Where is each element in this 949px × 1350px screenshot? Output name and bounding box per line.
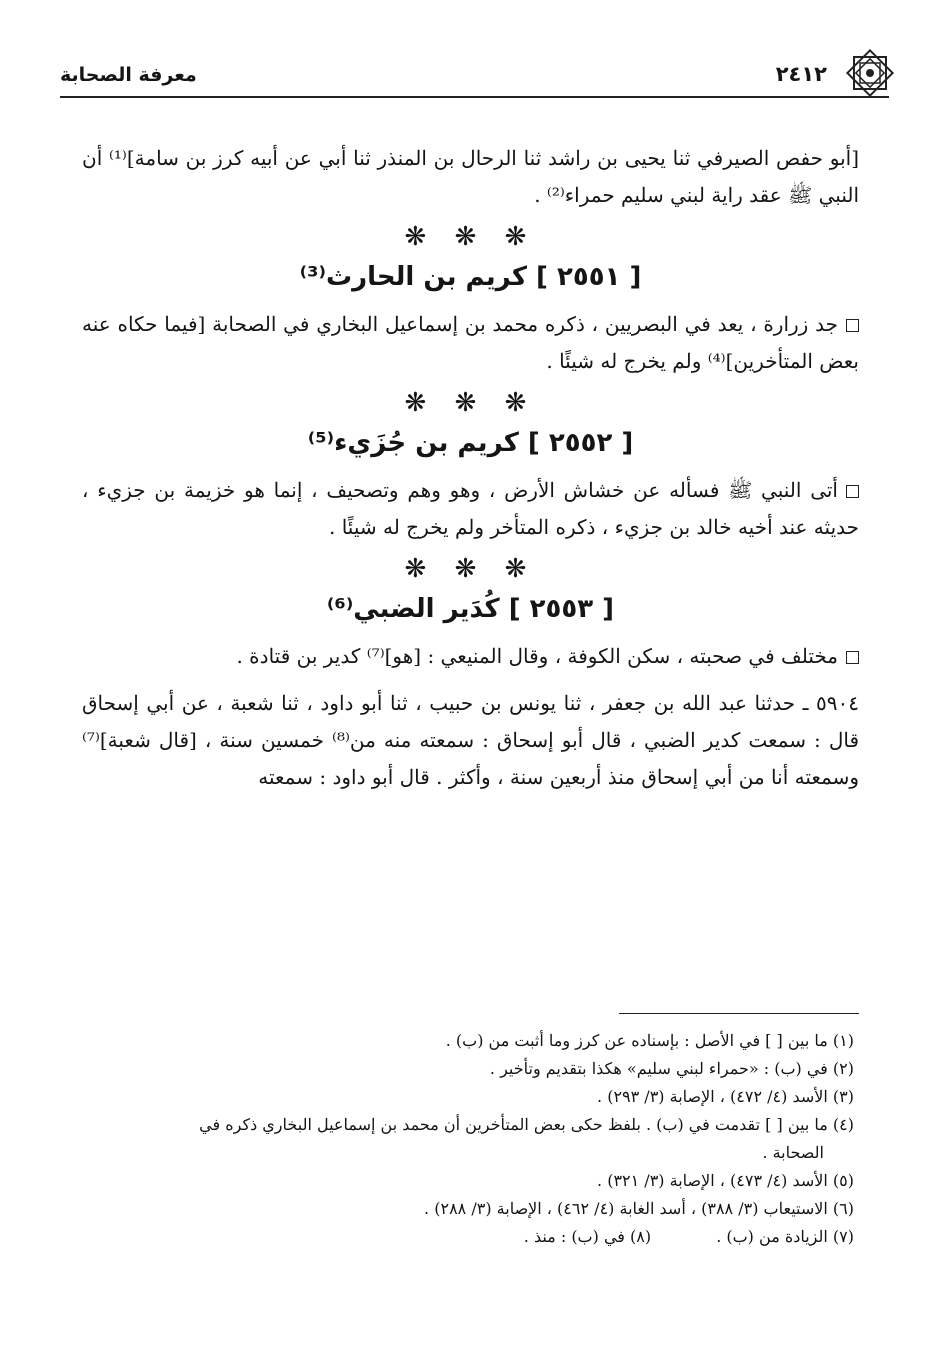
footnote-3: (٣) الأسد (٤/ ٤٧٢) ، الإصابة (٣/ ٢٩٣) . [597, 1087, 854, 1106]
section-separator: ❋ ❋ ❋ [404, 388, 537, 418]
paragraph-hadith-5904: ٥٩٠٤ ـ حدثنا عبد الله بن جعفر ، ثنا يونس بن حبيب ، ثنا أبو داود ، ثنا شعبة ، عن أبي إسحاق قال : سمعت كدير الضبي ، قال أبو إسحاق : سمعته منه من⁽⁸⁾ خمسين سنة ، [قال شعبة]⁽⁷⁾ وسمعته أنا من أبي إسحاق منذ أربعين سنة ، وأكثر . قال أبو داود : سمعته [82, 691, 859, 789]
footnote-8: (٨) في (ب) : منذ . [523, 1227, 652, 1246]
paragraph-text: أتى النبي ﷺ فسأله عن خشاش الأرض ، وهو وهم وتصحيف ، إنما هو خزيمة بن جزيء ، حديثه عند أخيه خالد بن جزيء ، ذكره المتأخر ولم يخرج له شيئًا . [82, 478, 859, 539]
paragraph-isnad: [أبو حفص الصيرفي ثنا يحيى بن راشد ثنا الرحال بن المنذر ثنا أبي عن أبيه كرز بن سامة]⁽¹⁾ أن النبي ﷺ عقد راية لبني سليم حمراء⁽²⁾ . [82, 146, 859, 207]
footnote-4-continuation: الصحابة . [762, 1143, 824, 1162]
page-number: ٢٤١٢ [775, 62, 827, 86]
section-separator: ❋ ❋ ❋ [404, 222, 537, 252]
octagram-ornament-icon [843, 46, 897, 100]
book-title: معرفة الصحابة [60, 64, 197, 86]
footnote-2: (٢) في (ب) : «حمراء لبني سليم» هكذا بتقديم وتأخير . [489, 1059, 854, 1078]
footnote-6: (٦) الاستيعاب (٣/ ٣٨٨) ، أسد الغابة (٤/ ٤٦٢) ، الإصابة (٣/ ٢٨٨) . [424, 1199, 854, 1218]
paragraph-entry-2553 [82, 638, 859, 675]
square-bullet-icon [846, 485, 859, 498]
header-divider [60, 96, 889, 98]
paragraph-entry-2551 [82, 306, 859, 380]
footnotes [90, 1027, 854, 1251]
paragraph-text: جد زرارة ، يعد في البصريين ، ذكره محمد بن إسماعيل البخاري في الصحابة [فيما حكاه عنه بعض المتأخرين]⁽⁴⁾ ولم يخرج له شيئًا . [82, 312, 859, 373]
footnote-5: (٥) الأسد (٤/ ٤٧٣) ، الإصابة (٣/ ٣٢١) . [597, 1171, 854, 1190]
footnote-divider [619, 1013, 859, 1014]
footnote-1: (١) ما بين [ ] في الأصل : بإسناده عن كرز وما أثبت من (ب) . [445, 1031, 854, 1050]
footnote-7: (٧) الزيادة من (ب) . [716, 1227, 854, 1246]
square-bullet-icon [846, 651, 859, 664]
square-bullet-icon [846, 319, 859, 332]
paragraph-entry-2552 [82, 472, 859, 546]
entry-heading-2552: [ ٢٥٥٢ ] كريم بن جُزَيء⁽⁵⁾ [307, 428, 634, 458]
section-separator: ❋ ❋ ❋ [404, 554, 537, 584]
page-header [60, 58, 889, 102]
entry-heading-2553: [ ٢٥٥٣ ] كُدَير الضبي⁽⁶⁾ [326, 594, 615, 624]
main-text [82, 140, 859, 796]
paragraph-text: مختلف في صحبته ، سكن الكوفة ، وقال المنيعي : [هو]⁽⁷⁾ كدير بن قتادة . [236, 644, 838, 668]
entry-heading-2551: [ ٢٥٥١ ] كريم بن الحارث⁽³⁾ [299, 262, 642, 292]
footnote-row-7-8 [90, 1223, 854, 1251]
footnote-4: (٤) ما بين [ ] تقدمت في (ب) . بلفظ حكى بعض المتأخرين أن محمد بن إسماعيل البخاري ذكره في [199, 1115, 854, 1134]
